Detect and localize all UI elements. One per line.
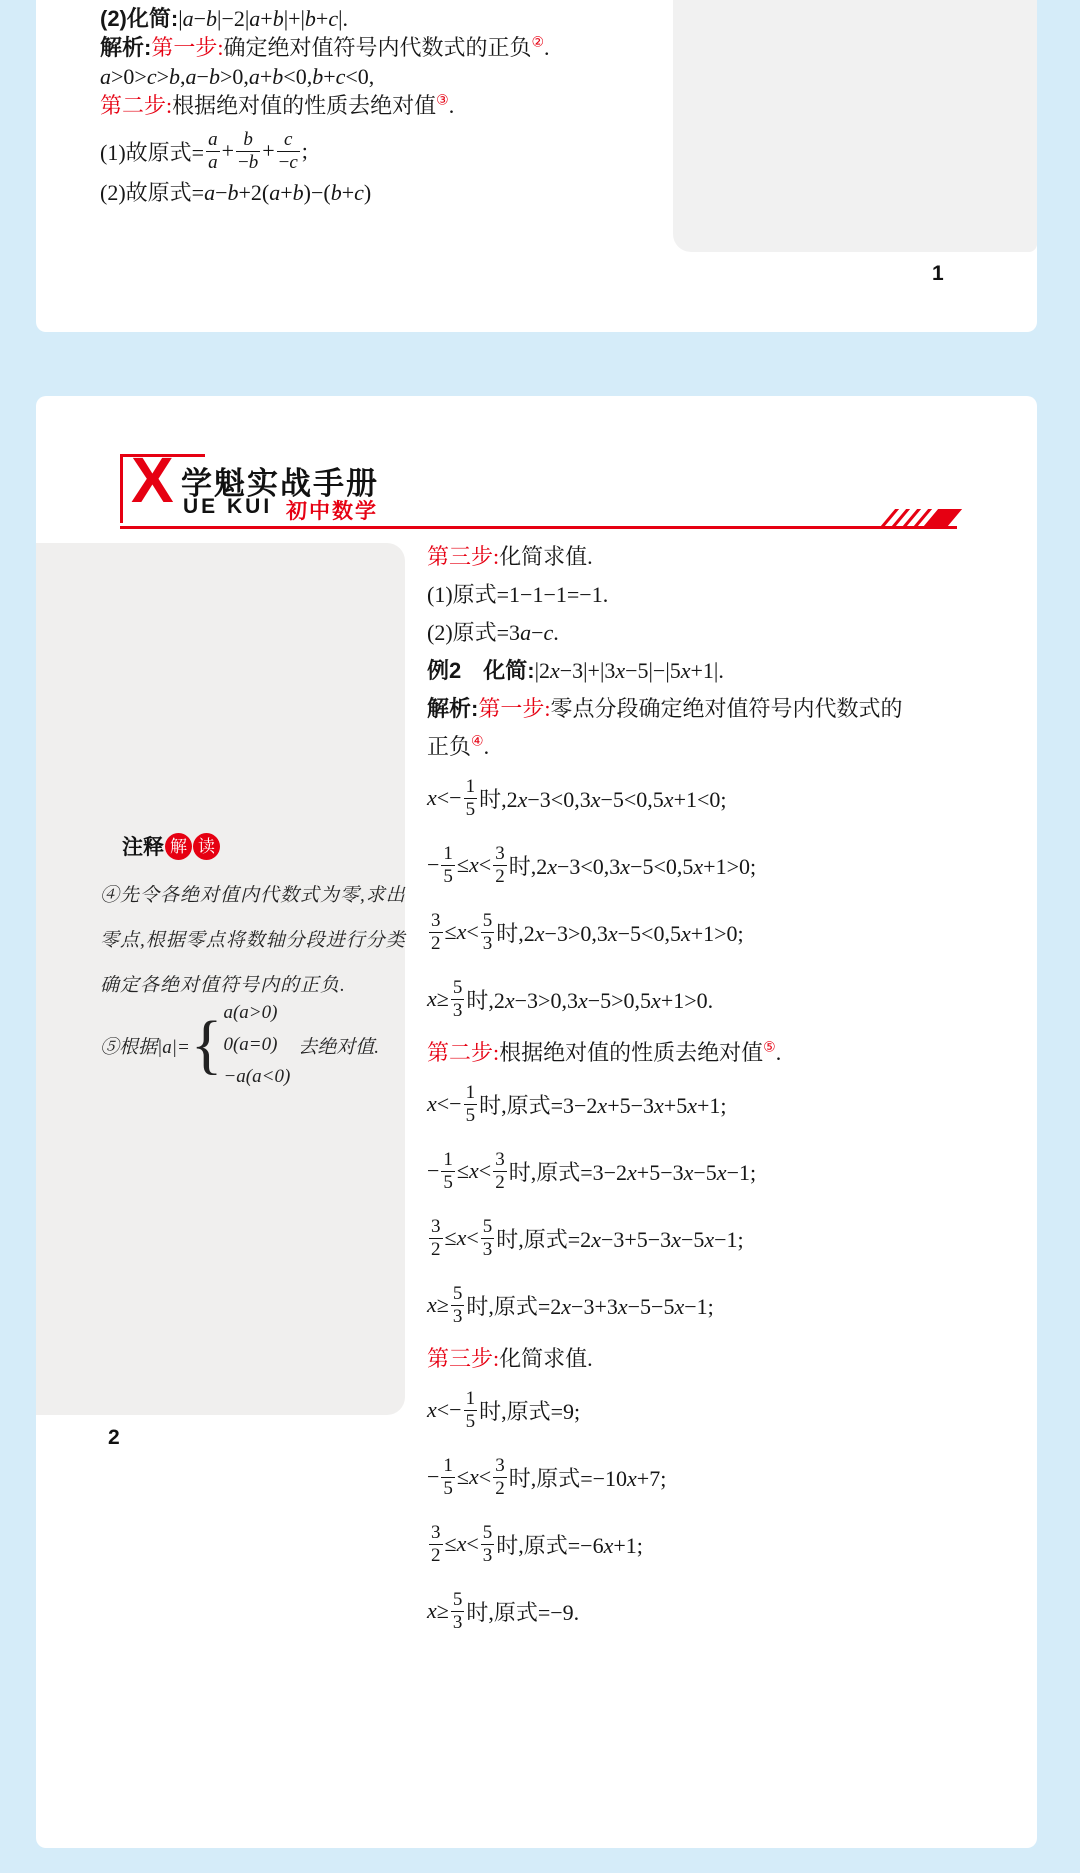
math-line: (2)化简:|a−b|−2|a+b|+|b+c|. — [100, 6, 348, 31]
solution-column — [427, 543, 1002, 1651]
math-line: x<− $\frac{1}{5}$ 时,2x−3<0,3x−5<0,5x+1<0; — [427, 775, 727, 820]
note5-case: a(a>0) — [223, 1002, 278, 1023]
math-line: 正负④. — [427, 734, 490, 759]
math-line: x<− $\frac{1}{5}$ 时,原式=3−2x+5−3x+5x+1; — [427, 1081, 727, 1126]
annotation-badge-2: 读 — [193, 833, 220, 860]
math-line: (2)原式=3a−c. — [427, 620, 559, 645]
note5-case: 0(a=0) — [223, 1034, 278, 1055]
math-line: x≥ $\frac{5}{3}$ 时,原式=−9. — [427, 1588, 580, 1633]
brand-subject: 初中数学 — [286, 500, 378, 523]
math-line: $\frac{3}{2}$ ≤x< $\frac{5}{3}$ 时,2x−3>0,3x−5<0,5x+1>0; — [431, 909, 744, 954]
note5-cases — [223, 997, 290, 1093]
brand-x-logo: X — [131, 444, 174, 516]
math-line: 第三步:化简求值. — [427, 1346, 593, 1371]
math-line: 第三步:化简求值. — [427, 544, 593, 569]
math-line: a>0>c>b,a−b>0,a+b<0,b+c<0, — [100, 64, 375, 89]
brand-subtitle: UE KUI — [183, 495, 273, 518]
page1-solution-text — [100, 4, 670, 207]
math-line: x<− $\frac{1}{5}$ 时,原式=9; — [427, 1387, 581, 1432]
math-line: − $\frac{1}{5}$ ≤x< $\frac{3}{2}$ 时,原式=−10x+7; — [427, 1454, 667, 1499]
page-1-card — [36, 0, 1037, 332]
note5-case: −a(a<0) — [223, 1066, 291, 1087]
page-number: 2 — [108, 1426, 120, 1449]
brace-glyph: { — [190, 1008, 223, 1081]
header-rule — [120, 526, 957, 529]
page1-gray-panel — [673, 0, 1037, 252]
note5-post: 去绝对值. — [298, 1036, 380, 1058]
math-line: (1)故原式= $\frac{a}{a}$ + $\frac{b}{-b}$ + $\frac{c}{-c}$ ; — [100, 128, 308, 173]
math-line: 例2 化简:|2x−3|+|3x−5|−|5x+1|. — [427, 658, 724, 683]
annotation-header-black: 注释 — [122, 836, 164, 859]
speed-stripes-icon — [888, 509, 958, 526]
annotation-box — [36, 543, 405, 1415]
math-line: 解析:第一步:确定绝对值符号内代数式的正负②. — [100, 35, 550, 60]
annotation-badge-1: 解 — [165, 833, 192, 860]
page-2-card — [36, 396, 1037, 1848]
math-line: − $\frac{1}{5}$ ≤x< $\frac{3}{2}$ 时,2x−3<0,3x−5<0,5x+1>0; — [427, 842, 757, 887]
annotation-note-5 — [100, 995, 379, 1095]
math-line: x≥ $\frac{5}{3}$ 时,2x−3>0,3x−5>0,5x+1>0. — [427, 976, 714, 1021]
math-line: (1)原式=1−1−1=−1. — [427, 582, 609, 607]
math-line: x≥ $\frac{5}{3}$ 时,原式=2x−3+3x−5−5x−1; — [427, 1282, 714, 1327]
math-line: 解析:第一步:零点分段确定绝对值符号内代数式的 — [427, 696, 903, 721]
annotation-note-4: ④先令各绝对值内代数式为零,求出零点,根据零点将数轴分段进行分类确定各绝对值符号内的正负. — [100, 885, 406, 996]
brand-title: 学魁实战手册 — [181, 466, 379, 501]
math-line: (2)故原式=a−b+2(a+b)−(b+c) — [100, 180, 372, 205]
page-number: 1 — [932, 262, 944, 285]
note5-pre: ⑤根据|a|= — [100, 1036, 190, 1058]
math-line: 第二步:根据绝对值的性质去绝对值⑤. — [427, 1040, 782, 1065]
annotation-header — [122, 831, 220, 861]
math-line: $\frac{3}{2}$ ≤x< $\frac{5}{3}$ 时,原式=−6x+1; — [431, 1521, 643, 1566]
math-line: $\frac{3}{2}$ ≤x< $\frac{5}{3}$ 时,原式=2x−3+5−3x−5x−1; — [431, 1215, 744, 1260]
math-line: − $\frac{1}{5}$ ≤x< $\frac{3}{2}$ 时,原式=3−2x+5−3x−5x−1; — [427, 1148, 757, 1193]
math-line: 第二步:根据绝对值的性质去绝对值③. — [100, 93, 455, 118]
